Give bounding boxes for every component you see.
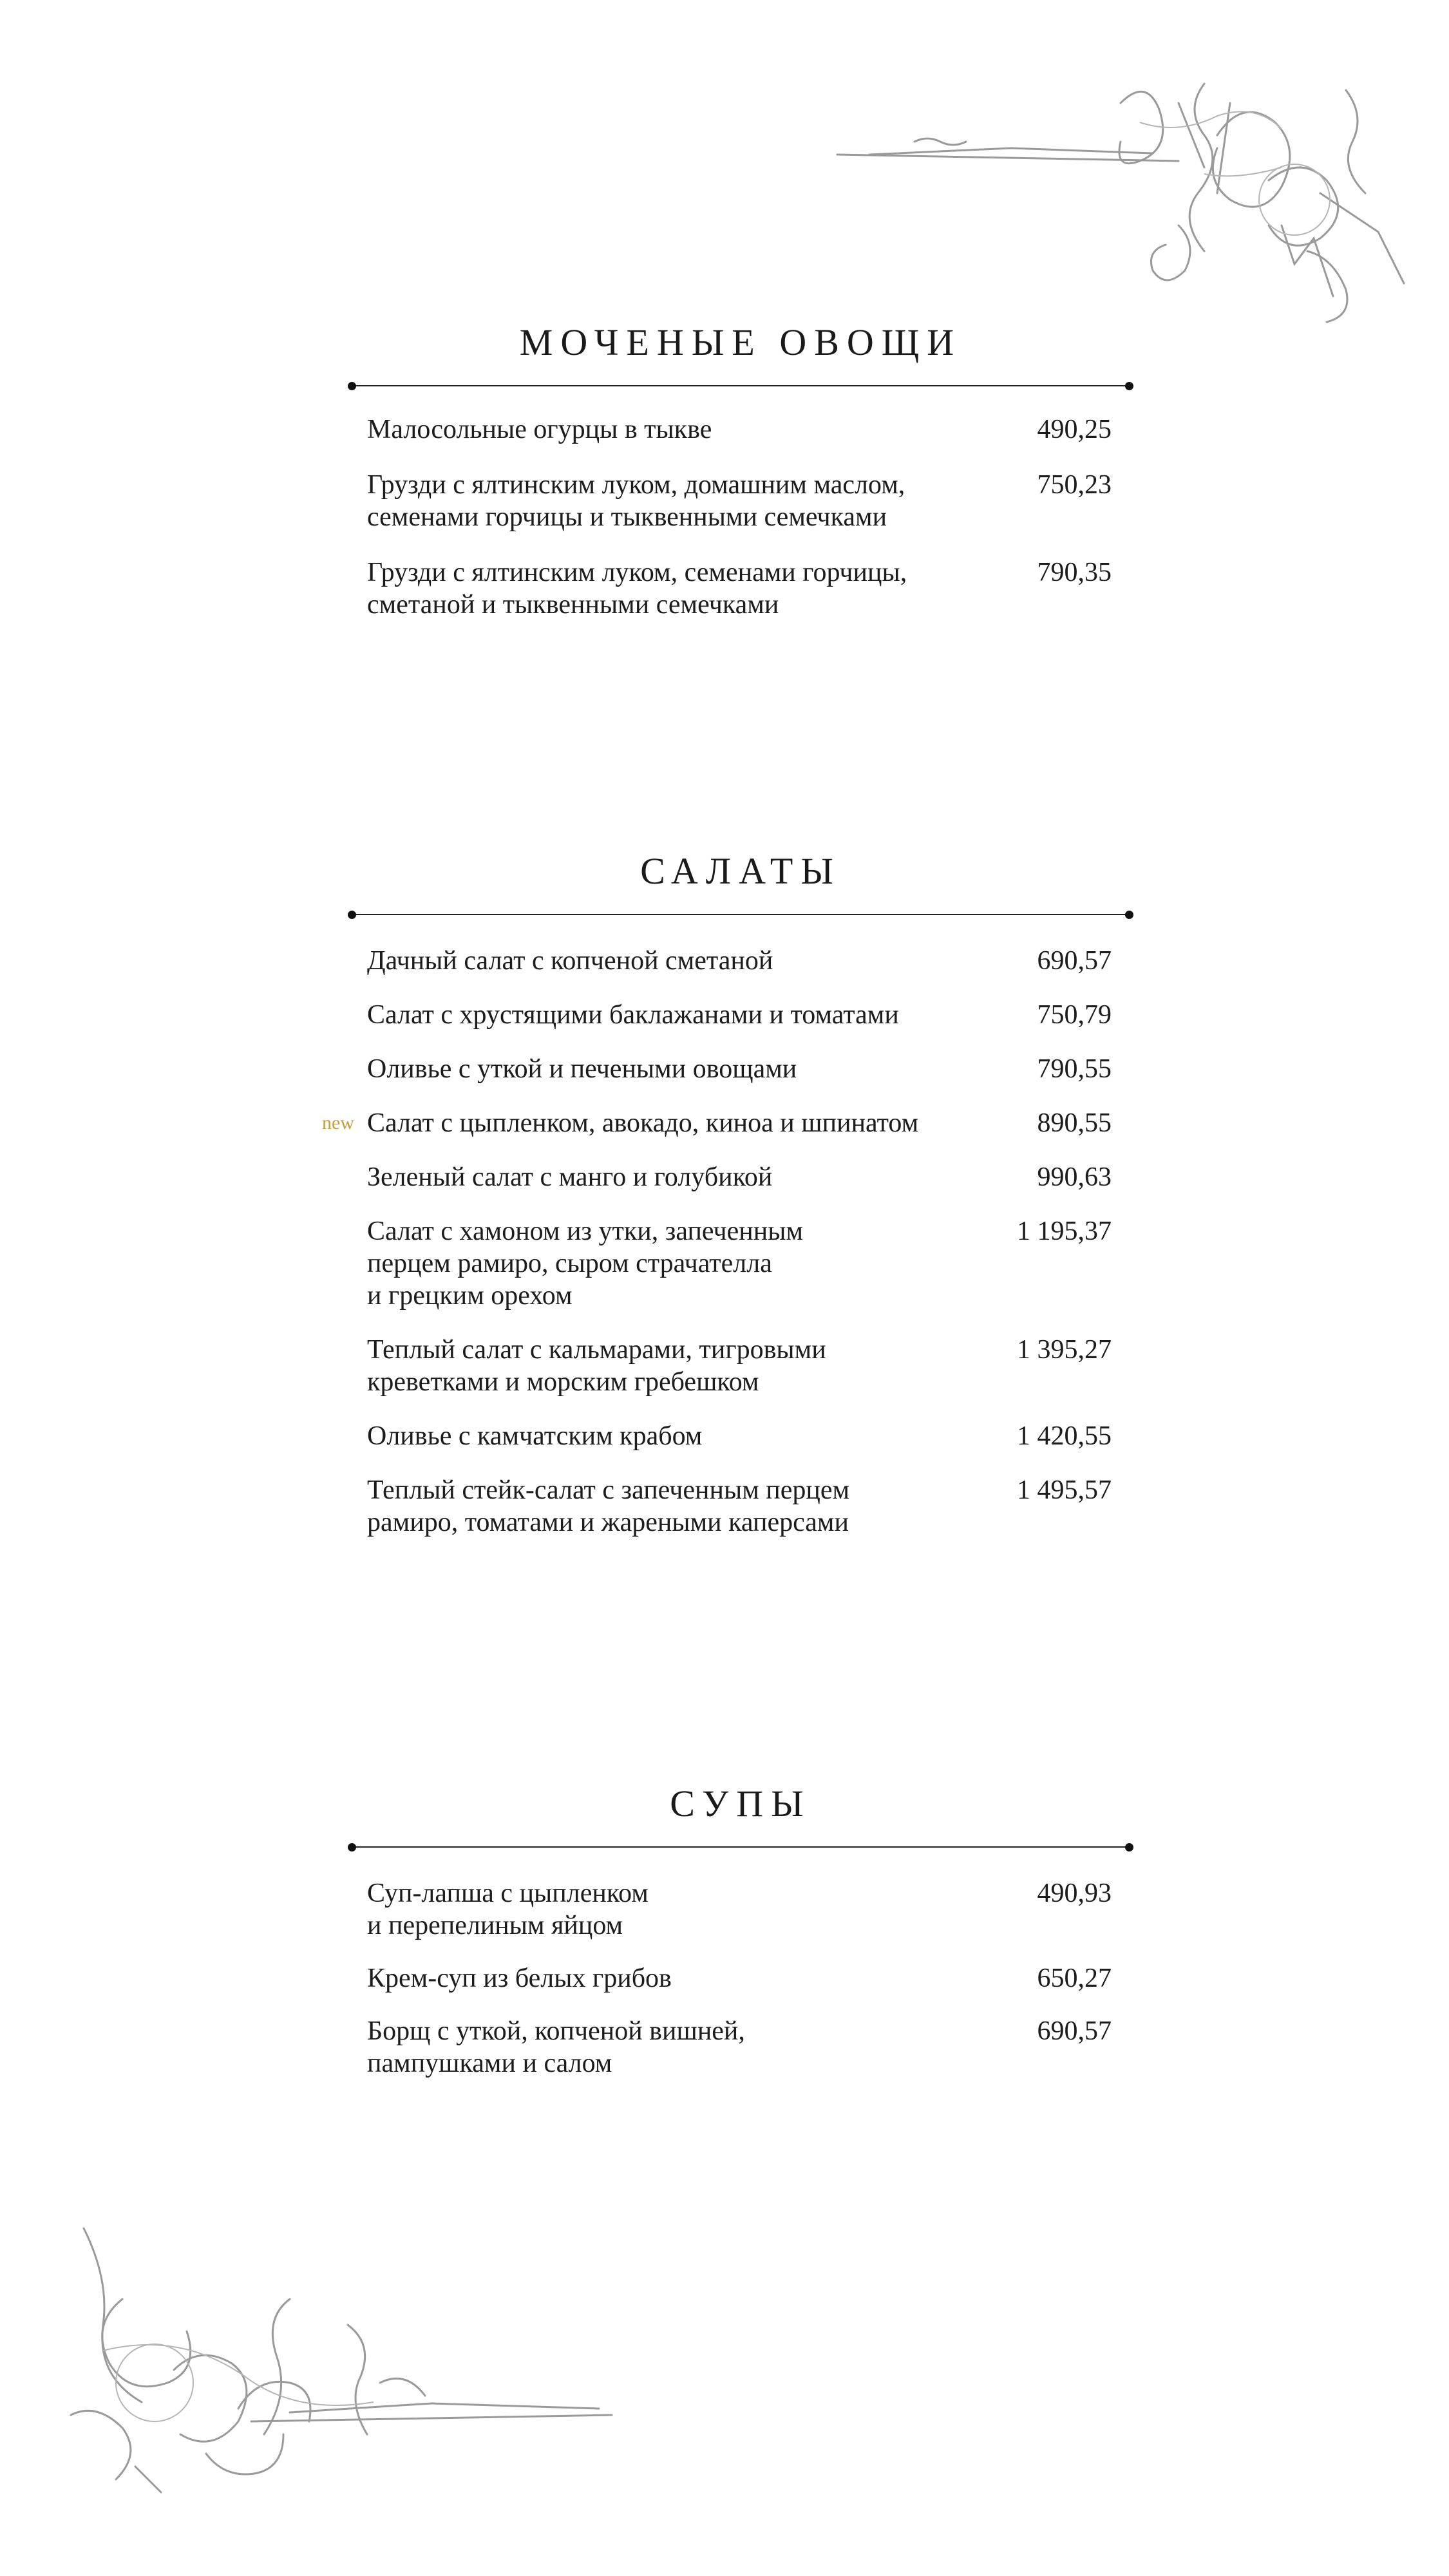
menu-item (348, 1161, 1133, 1193)
decorative-flourish-bottom-icon (45, 2222, 625, 2505)
section-divider (348, 913, 1133, 916)
section-title: СУПЫ (670, 1783, 811, 1824)
menu-item (348, 1215, 1133, 1312)
menu-item-name: Салат с хамоном из утки, запеченным перцем рамиро, сыром страчателла и грецким орехом (367, 1217, 804, 1311)
menu-item (348, 1877, 1133, 1942)
menu-item (348, 1053, 1133, 1085)
section-title: МОЧЕНЫЕ ОВОЩИ (519, 321, 962, 363)
menu-item-name: Дачный салат с копченой сметаной (367, 946, 773, 976)
section-title: САЛАТЫ (640, 850, 841, 892)
menu-item-name: Малосольные огурцы в тыкве (367, 415, 712, 444)
menu-item-price: 890,55 (1037, 1108, 1112, 1138)
menu-item-price: 690,57 (1037, 2016, 1112, 2046)
menu-item-price: 790,35 (1037, 558, 1112, 587)
menu-item-name: Суп-лапша с цыпленком и перепелиным яйцом (367, 1879, 649, 1940)
new-badge: new (322, 1112, 354, 1133)
section-salads (322, 847, 1133, 1539)
menu-item (348, 1420, 1133, 1452)
menu-list (322, 945, 1133, 1539)
menu-item-name: Оливье с уткой и печеными овощами (367, 1054, 797, 1084)
menu-item (348, 1474, 1133, 1539)
menu-item (348, 556, 1133, 621)
section-soups (348, 1779, 1133, 2079)
section-divider (348, 384, 1133, 388)
menu-item-price: 1 420,55 (1017, 1421, 1112, 1451)
menu-item-price: 490,93 (1037, 1879, 1112, 1908)
menu-item-price: 750,23 (1037, 470, 1112, 500)
menu-item (322, 1107, 1133, 1139)
menu-item (348, 469, 1133, 533)
menu-item (348, 1334, 1133, 1398)
menu-item (348, 1962, 1133, 1994)
menu-item-price: 790,55 (1037, 1054, 1112, 1084)
menu-item-name: Салат с цыпленком, авокадо, киноа и шпинатом (367, 1108, 919, 1138)
menu-list (348, 413, 1133, 621)
menu-item-name: Крем-суп из белых грибов (367, 1964, 672, 1993)
menu-item-price: 690,57 (1037, 946, 1112, 976)
menu-item-name: Грузди с ялтинским луком, семенами горчицы, сметаной и тыквенными семечками (367, 558, 907, 620)
menu-item-name: Оливье с камчатским крабом (367, 1421, 703, 1451)
menu-item-price: 650,27 (1037, 1964, 1112, 1993)
menu-item (348, 945, 1133, 977)
menu-item-name: Салат с хрустящими баклажанами и томатами (367, 1000, 899, 1030)
menu-item-price: 990,63 (1037, 1162, 1112, 1192)
menu-item-name: Грузди с ялтинским луком, домашним маслом, семенами горчицы и тыквенными семечками (367, 470, 905, 532)
menu-item-name: Теплый салат с кальмарами, тигровыми креветками и морским гребешком (367, 1335, 826, 1397)
menu-item-name: Борщ с уткой, копченой вишней, пампушками и салом (367, 2016, 745, 2078)
menu-item-name: Зеленый салат с манго и голубикой (367, 1162, 773, 1192)
menu-item-price: 490,25 (1037, 415, 1112, 444)
menu-item (348, 2015, 1133, 2079)
section-pickled-vegetables (348, 318, 1133, 621)
menu-item-price: 1 495,57 (1017, 1475, 1112, 1505)
decorative-flourish-top-icon (818, 64, 1417, 354)
menu-item-price: 1 195,37 (1017, 1217, 1112, 1246)
menu-item-name: Теплый стейк-салат с запеченным перцем рамиро, томатами и жареными каперсами (367, 1475, 850, 1537)
menu-list (348, 1877, 1133, 2079)
menu-item-price: 750,79 (1037, 1000, 1112, 1030)
menu-item (348, 999, 1133, 1031)
menu-item (348, 413, 1133, 446)
section-divider (348, 1845, 1133, 1849)
menu-item-price: 1 395,27 (1017, 1335, 1112, 1365)
